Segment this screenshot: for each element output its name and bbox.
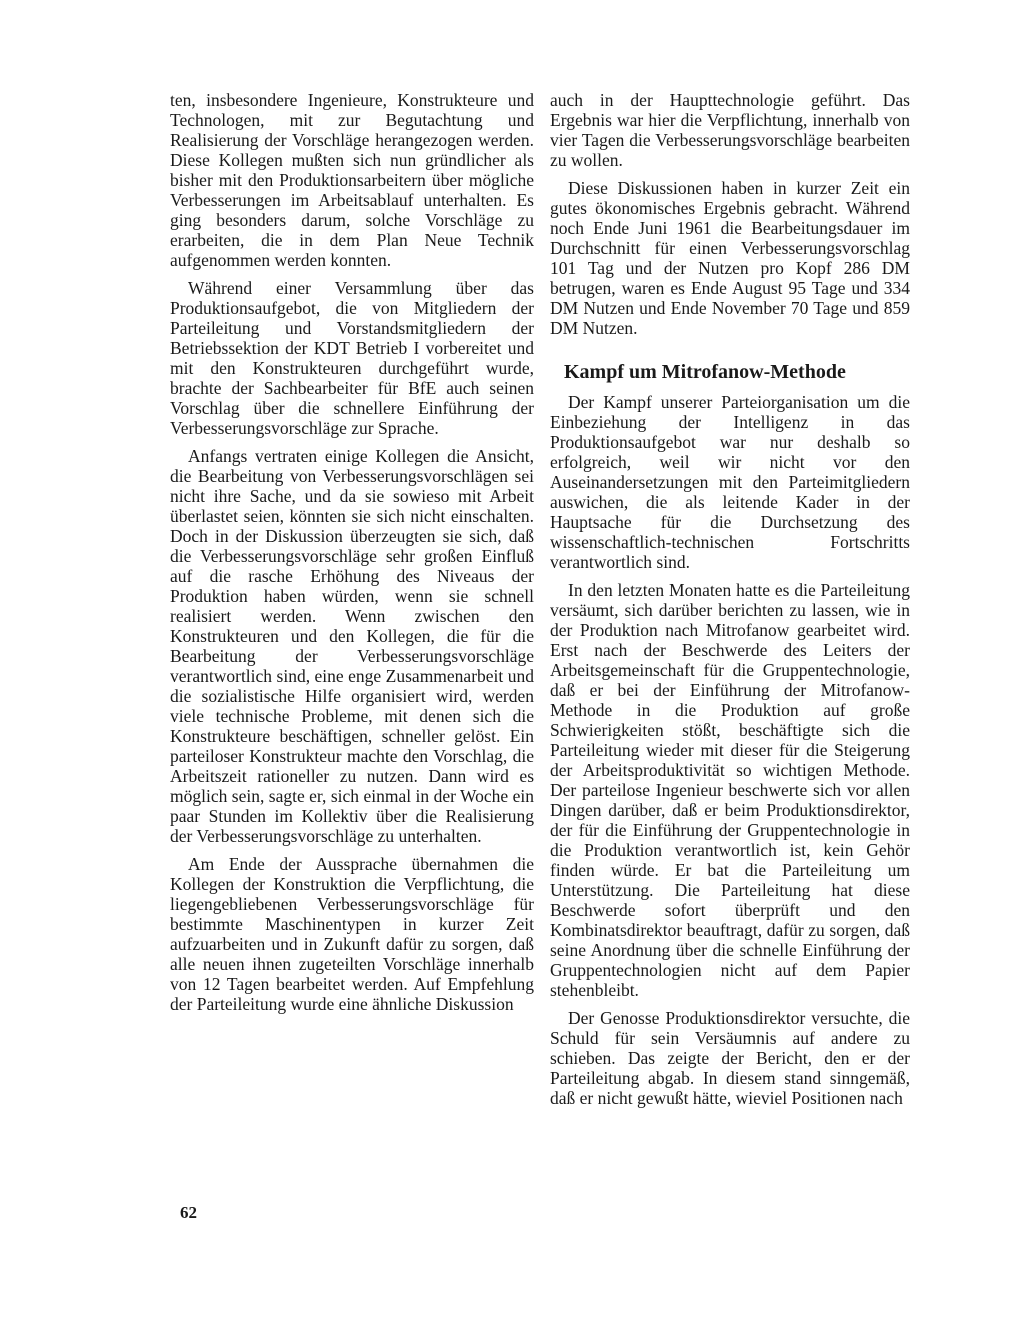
paragraph: Am Ende der Aussprache übernahmen die Kollegen der Konstruktion die Verpflichtung, die liegengebliebenen Verbesserungsvorschläge für bestimmte Maschinentypen in kurzer Zeit aufzuarbeiten und in Zukunft dafür zu sorgen, daß alle neuen ihnen zugeteilten Vorschläge innerhalb von 12 Tagen bearbeitet werden. Auf Empfehlung der Parteileitung wurde eine ähnliche Diskussion (170, 854, 534, 1014)
paragraph: ten, insbesondere Ingenieure, Konstrukteure und Technologen, mit zur Begutachtung und Realisierung der Vorschläge herangezogen werden. Diese Kollegen mußten sich nun gründlicher als bisher mit den Produktionsarbeitern über mögliche Verbesserungen im Arbeitsablauf unterhalten. Es ging besonders darum, solche Vorschläge zu erarbeiten, die in dem Plan Neue Technik aufgenommen werden konnten. (170, 90, 534, 270)
paragraph: In den letzten Monaten hatte es die Parteileitung versäumt, sich darüber berichten zu lassen, wie in der Produktion nach Mitrofanow gearbeitet wird. Erst nach der Beschwerde des Leiters der Arbeitsgemeinschaft für die Gruppentechnologie, daß er bei der Einführung der Mitrofanow-Methode in die Produktion auf große Schwierigkeiten stößt, beschäftigte sich die Parteileitung wieder mit dieser für die Steigerung der Arbeitsproduktivität so wichtigen Methode. Der parteilose Ingenieur beschwerte sich vor allen Dingen darüber, daß er beim Produktionsdirektor, der für die Einführung der Gruppentechnologie in die Produktion verantwortlich ist, kein Gehör finden würde. Er bat die Parteileitung um Unterstützung. Die Parteileitung hat diese Beschwerde sofort überprüft und den Kombinatsdirektor beauftragt, dafür zu sorgen, daß seine Anordnung über die schnelle Einführung der Gruppentechnologien nicht auf dem Papier stehenbleibt. (550, 580, 910, 1000)
section-heading: Kampf um Mitrofanow-Methode (564, 361, 846, 383)
paragraph: Diese Diskussionen haben in kurzer Zeit ein gutes ökonomisches Ergebnis gebracht. Während noch Ende Juni 1961 die Bearbeitungsdauer im Durchschnitt für einen Verbesserungsvorschlag 101 Tag und der Nutzen pro Kopf 286 DM betrugen, waren es Ende August 95 Tage und 334 DM Nutzen und Ende November 70 Tage und 859 DM Nutzen. (550, 178, 910, 338)
right-column (550, 90, 910, 1116)
left-column (170, 90, 534, 1022)
paragraph: Anfangs vertraten einige Kollegen die Ansicht, die Bearbeitung von Verbesserungsvorschlägen sei nicht ihre Sache, und da sie sowieso mit Arbeit überlastet seien, könnten sie sich nicht einschalten. Doch in der Diskussion überzeugten sie sich, daß die Verbesserungsvorschläge sehr großen Einfluß auf die rasche Erhöhung des Niveaus der Produktion haben würden, wenn sie schnell realisiert werden. Wenn zwischen den Konstrukteuren und den Kollegen, die für die Bearbeitung der Verbesserungsvorschläge verantwortlich sind, eine enge Zusammenarbeit und die sozialistische Hilfe organisiert wird, werden viele technische Probleme, mit denen sich die Konstrukteure beschäftigen, schneller gelöst. Ein parteiloser Konstrukteur machte den Vorschlag, die Arbeitszeit rationeller zu nutzen. Dann wird es möglich sein, sagte er, sich einmal in der Woche ein paar Stunden im Kollektiv über die Realisierung der Verbesserungsvorschläge zu unterhalten. (170, 446, 534, 846)
paragraph: Während einer Versammlung über das Produktionsaufgebot, die von Mitgliedern der Parteileitung und Vorstandsmitgliedern der Betriebssektion der KDT Betrieb I vorbereitet und mit den Konstrukteuren durchgeführt wurde, brachte der Sachbearbeiter für BfE auch seinen Vorschlag über die schnellere Einführung der Verbesserungsvorschläge zur Sprache. (170, 278, 534, 438)
page-number: 62 (180, 1203, 197, 1222)
paragraph: auch in der Haupttechnologie geführt. Das Ergebnis war hier die Verpflichtung, innerhalb von vier Tagen die Verbesserungsvorschläge bearbeiten zu wollen. (550, 90, 910, 170)
paragraph: Der Genosse Produktionsdirektor versuchte, die Schuld für sein Versäumnis auf andere zu schieben. Das zeigte der Bericht, den er der Parteileitung abgab. In diesem stand sinngemäß, daß er nicht gewußt hätte, wieviel Positionen nach (550, 1008, 910, 1108)
paragraph: Der Kampf unserer Parteiorganisation um die Einbeziehung der Intelligenz in das Produktionsaufgebot war nur deshalb so erfolgreich, weil wir nicht vor den Auseinandersetzungen mit den Parteimitgliedern auswichen, die als leitende Kader in der Hauptsache für die Durchsetzung des wissenschaftlich-technischen Fortschritts verantwortlich sind. (550, 392, 910, 572)
